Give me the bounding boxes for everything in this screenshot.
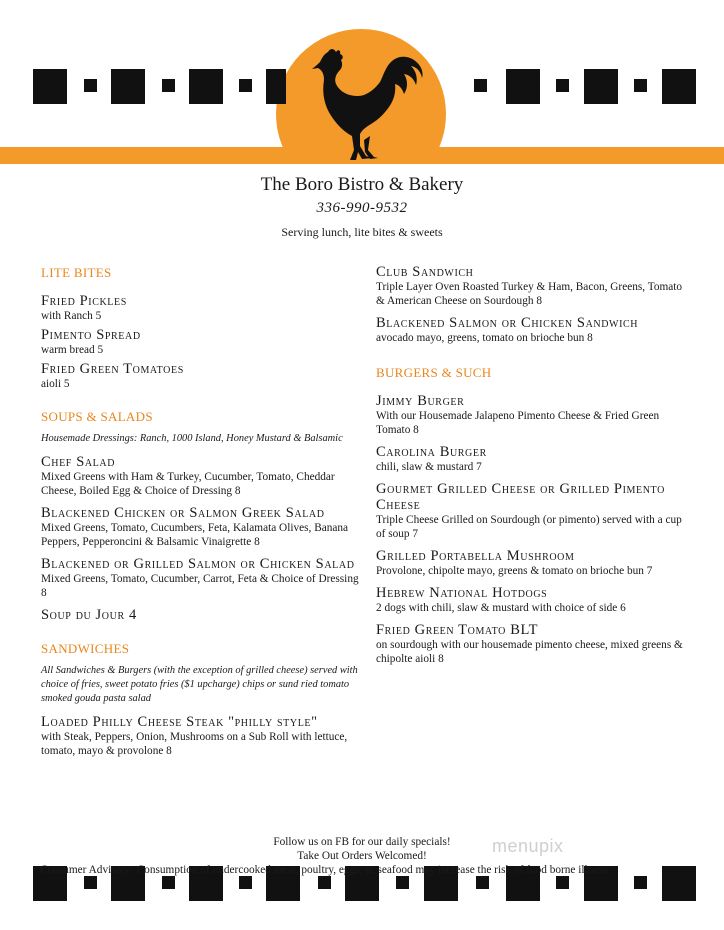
section-title-burgers: BURGERS & SUCH — [376, 365, 492, 380]
consumer-advisory: Consumer Advisory: Consumption of undercooked meat, poultry, eggs, or seafood may increase the risk of food borne illness — [40, 864, 608, 876]
menu-item — [376, 622, 686, 666]
item-desc: 2 dogs with chili, slaw & mustard with choice of side 6 — [376, 602, 626, 614]
dressings-note: Housemade Dressings: Ranch, 1000 Island, Honey Mustard & Balsamic — [41, 433, 343, 444]
item-name: Fried Green Tomatoes — [41, 361, 184, 377]
restaurant-name: The Boro Bistro & Bakery — [260, 174, 464, 195]
decor-dot — [634, 79, 647, 92]
decor-square — [189, 69, 223, 104]
item-desc: Triple Layer Oven Roasted Turkey & Ham, Bacon, Greens, Tomato & American Cheese on Sourdough 8 — [376, 281, 683, 307]
item-desc: avocado mayo, greens, tomato on brioche bun 8 — [376, 332, 593, 344]
watermark: menupix — [492, 836, 564, 856]
decor-square — [266, 69, 286, 104]
item-desc: Mixed Greens with Ham & Turkey, Cucumber, Tomato, Cheddar Cheese, Boiled Egg & Choice of Dressing 8 — [41, 471, 335, 497]
decor-dot — [239, 79, 252, 92]
decor-dot — [162, 876, 175, 889]
item-name: Chef Salad — [41, 454, 116, 470]
menu-item — [41, 505, 359, 549]
section-title-sandwiches: SANDWICHES — [41, 641, 130, 656]
menu-item — [376, 481, 686, 541]
menu-item — [41, 361, 359, 391]
item-name: Soup du Jour 4 — [41, 607, 137, 623]
item-name: Fried Green Tomato BLT — [376, 622, 539, 638]
menu-item — [41, 454, 359, 498]
decor-dot — [84, 876, 97, 889]
item-name: Loaded Philly Cheese Steak "philly style" — [41, 714, 318, 730]
item-name: Blackened Chicken or Salmon Greek Salad — [41, 505, 325, 521]
item-name: Blackened or Grilled Salmon or Chicken Salad — [41, 556, 355, 572]
decor-dot — [318, 876, 331, 889]
item-name: Club Sandwich — [376, 264, 474, 280]
item-desc: Mixed Greens, Tomato, Cucumbers, Feta, Kalamata Olives, Banana Peppers, Pepperoncini & Balsamic Vinaigrette 8 — [41, 522, 349, 548]
rooster-icon — [300, 44, 430, 168]
sides-note: All Sandwiches & Burgers (with the exception of grilled cheese) served with choice of fries, sweet potato fries ($1 upcharge) chips or sund ried tomato smoked gouda pasta salad — [41, 665, 358, 704]
item-desc: on sourdough with our housemade pimento cheese, mixed greens & chipolte aioli 8 — [376, 639, 683, 665]
tagline: Serving lunch, lite bites & sweets — [281, 225, 443, 239]
menu-item — [41, 607, 359, 623]
item-desc: With our Housemade Jalapeno Pimento Cheese & Fried Green Tomato 8 — [376, 410, 660, 436]
item-name: Carolina Burger — [376, 444, 487, 460]
menu-item — [41, 714, 359, 758]
decor-dot — [634, 876, 647, 889]
decor-square — [33, 69, 67, 104]
menu-item — [376, 444, 686, 474]
menu-item — [376, 315, 686, 345]
decor-square — [111, 69, 145, 104]
item-name: Gourmet Grilled Cheese or Grilled Pimento Cheese — [376, 481, 665, 513]
decor-dot — [474, 79, 487, 92]
decor-dot — [239, 876, 252, 889]
decor-dot — [476, 876, 489, 889]
item-name: Blackened Salmon or Chicken Sandwich — [376, 315, 639, 331]
decor-square — [506, 69, 540, 104]
menu-item — [376, 264, 686, 308]
menu-item — [376, 585, 686, 615]
item-name: Pimento Spread — [41, 327, 141, 343]
decor-square — [662, 69, 696, 104]
decor-dot — [162, 79, 175, 92]
item-name: Fried Pickles — [41, 293, 127, 309]
item-desc: chili, slaw & mustard 7 — [376, 461, 482, 473]
section-title-soups-salads: SOUPS & SALADS — [41, 409, 153, 424]
decor-square — [584, 69, 618, 104]
item-desc: Mixed Greens, Tomato, Cucumber, Carrot, Feta & Choice of Dressing 8 — [41, 573, 359, 599]
menu-item — [41, 293, 359, 323]
menu-item — [41, 556, 359, 600]
phone-number[interactable]: 336-990-9532 — [316, 200, 408, 216]
decor-dot — [556, 876, 569, 889]
item-desc: Provolone, chipolte mayo, greens & tomato on brioche bun 7 — [376, 565, 653, 577]
menu-item — [376, 548, 686, 578]
decor-dot — [556, 79, 569, 92]
follow-note: Follow us on FB for our daily specials! — [273, 836, 451, 848]
item-name: Hebrew National Hotdogs — [376, 585, 548, 601]
item-name: Jimmy Burger — [376, 393, 465, 409]
section-title-lite-bites: LITE BITES — [41, 265, 112, 280]
item-name: Grilled Portabella Mushroom — [376, 548, 575, 564]
item-desc: aioli 5 — [41, 378, 70, 390]
menu-item — [41, 327, 359, 357]
left-column — [41, 265, 359, 758]
item-desc: warm bread 5 — [41, 344, 104, 356]
menu-item — [376, 393, 686, 437]
decor-dot — [396, 876, 409, 889]
decor-dot — [84, 79, 97, 92]
item-desc: with Ranch 5 — [41, 310, 102, 322]
right-column — [376, 264, 686, 666]
takeout-note: Take Out Orders Welcomed! — [297, 850, 427, 862]
item-desc: with Steak, Peppers, Onion, Mushrooms on a Sub Roll with lettuce, tomato, mayo & provolone 8 — [41, 731, 348, 757]
item-desc: Triple Cheese Grilled on Sourdough (or pimento) served with a cup of soup 7 — [376, 514, 682, 540]
